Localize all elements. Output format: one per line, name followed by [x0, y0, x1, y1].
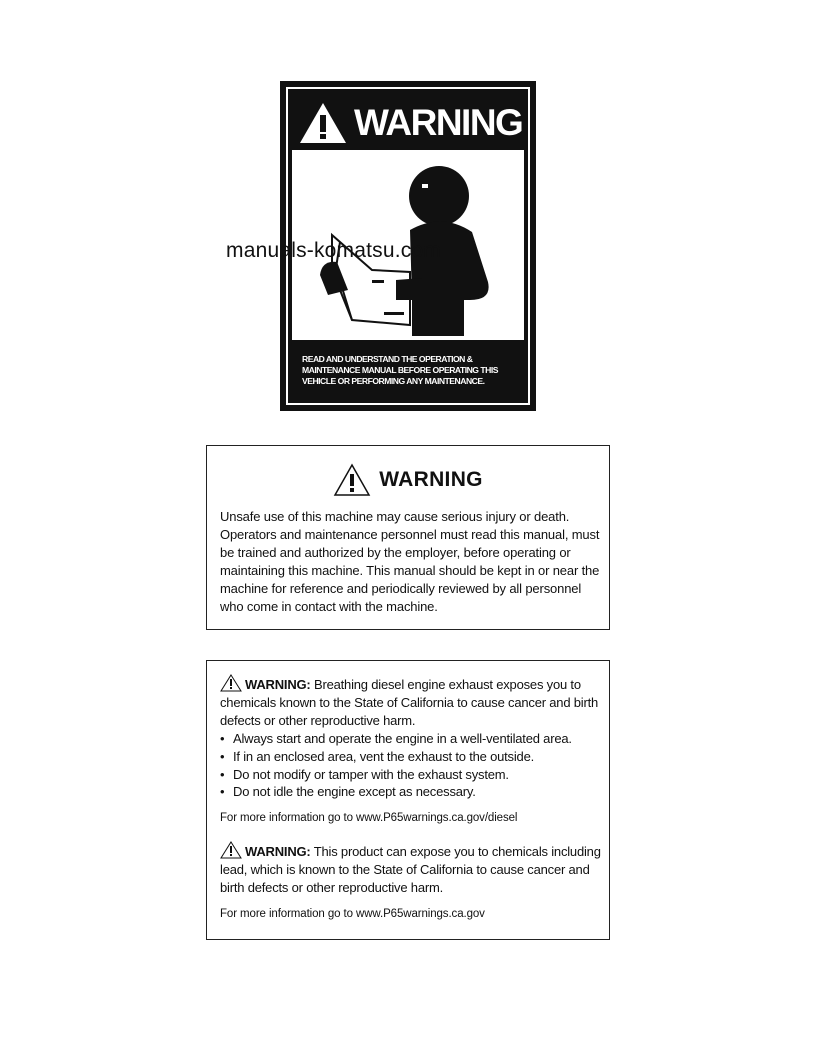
- diesel-warning: [220, 674, 605, 828]
- warning-label: WARNING:: [245, 844, 311, 859]
- warning-triangle-icon: [333, 463, 371, 497]
- diesel-warning-text: Breathing diesel engine exhaust exposes you to chemicals known to the State of California to cause cancer and birth defects or other reproductive harm.: [220, 677, 599, 728]
- lead-info-link-text: For more information go to www.P65warnings.ca.gov: [220, 907, 485, 920]
- bullet-item: • If in an enclosed area, vent the exhaust to the outside.: [220, 748, 605, 766]
- watermark: manuals-komatsu.com: [226, 239, 442, 262]
- prop65-warning-box: [206, 660, 610, 940]
- bullet-item: • Always start and operate the engine in a well-ventilated area.: [220, 730, 605, 748]
- diesel-info-link-text: For more information go to www.P65warnings.ca.gov/diesel: [220, 812, 518, 825]
- warning-triangle-icon: [220, 841, 242, 859]
- warning-triangle-icon: [220, 674, 242, 692]
- warning-label: WARNING:: [245, 677, 311, 692]
- decal-title: WARNING: [298, 99, 522, 147]
- bullet-item: • Do not modify or tamper with the exhaust system.: [220, 766, 605, 784]
- general-warning-heading: WARNING: [207, 463, 609, 497]
- warning-triangle-icon: [298, 101, 348, 145]
- decal-instruction: READ AND UNDERSTAND THE OPERATION & MAINTENANCE MANUAL BEFORE OPERATING THIS VEHICLE OR PERFORMING ANY MAINTENANCE.: [302, 354, 498, 386]
- lead-warning-text: This product can expose you to chemicals including lead, which is known to the State of California to cause cancer and birth defects or other reproductive harm.: [220, 844, 601, 895]
- general-warning-text: Unsafe use of this machine may cause serious injury or death. Operators and maintenance personnel must read this manual, must be trained and authorized by the employer, before operating or maintaining this machine. This manual should be kept in or near the machine for reference and periodically reviewed by all personnel who come in contact with the machine.: [220, 509, 600, 614]
- general-warning-box: [206, 445, 610, 630]
- bullet-item: • Do not idle the engine except as necessary.: [220, 783, 605, 801]
- lead-warning: [220, 841, 605, 924]
